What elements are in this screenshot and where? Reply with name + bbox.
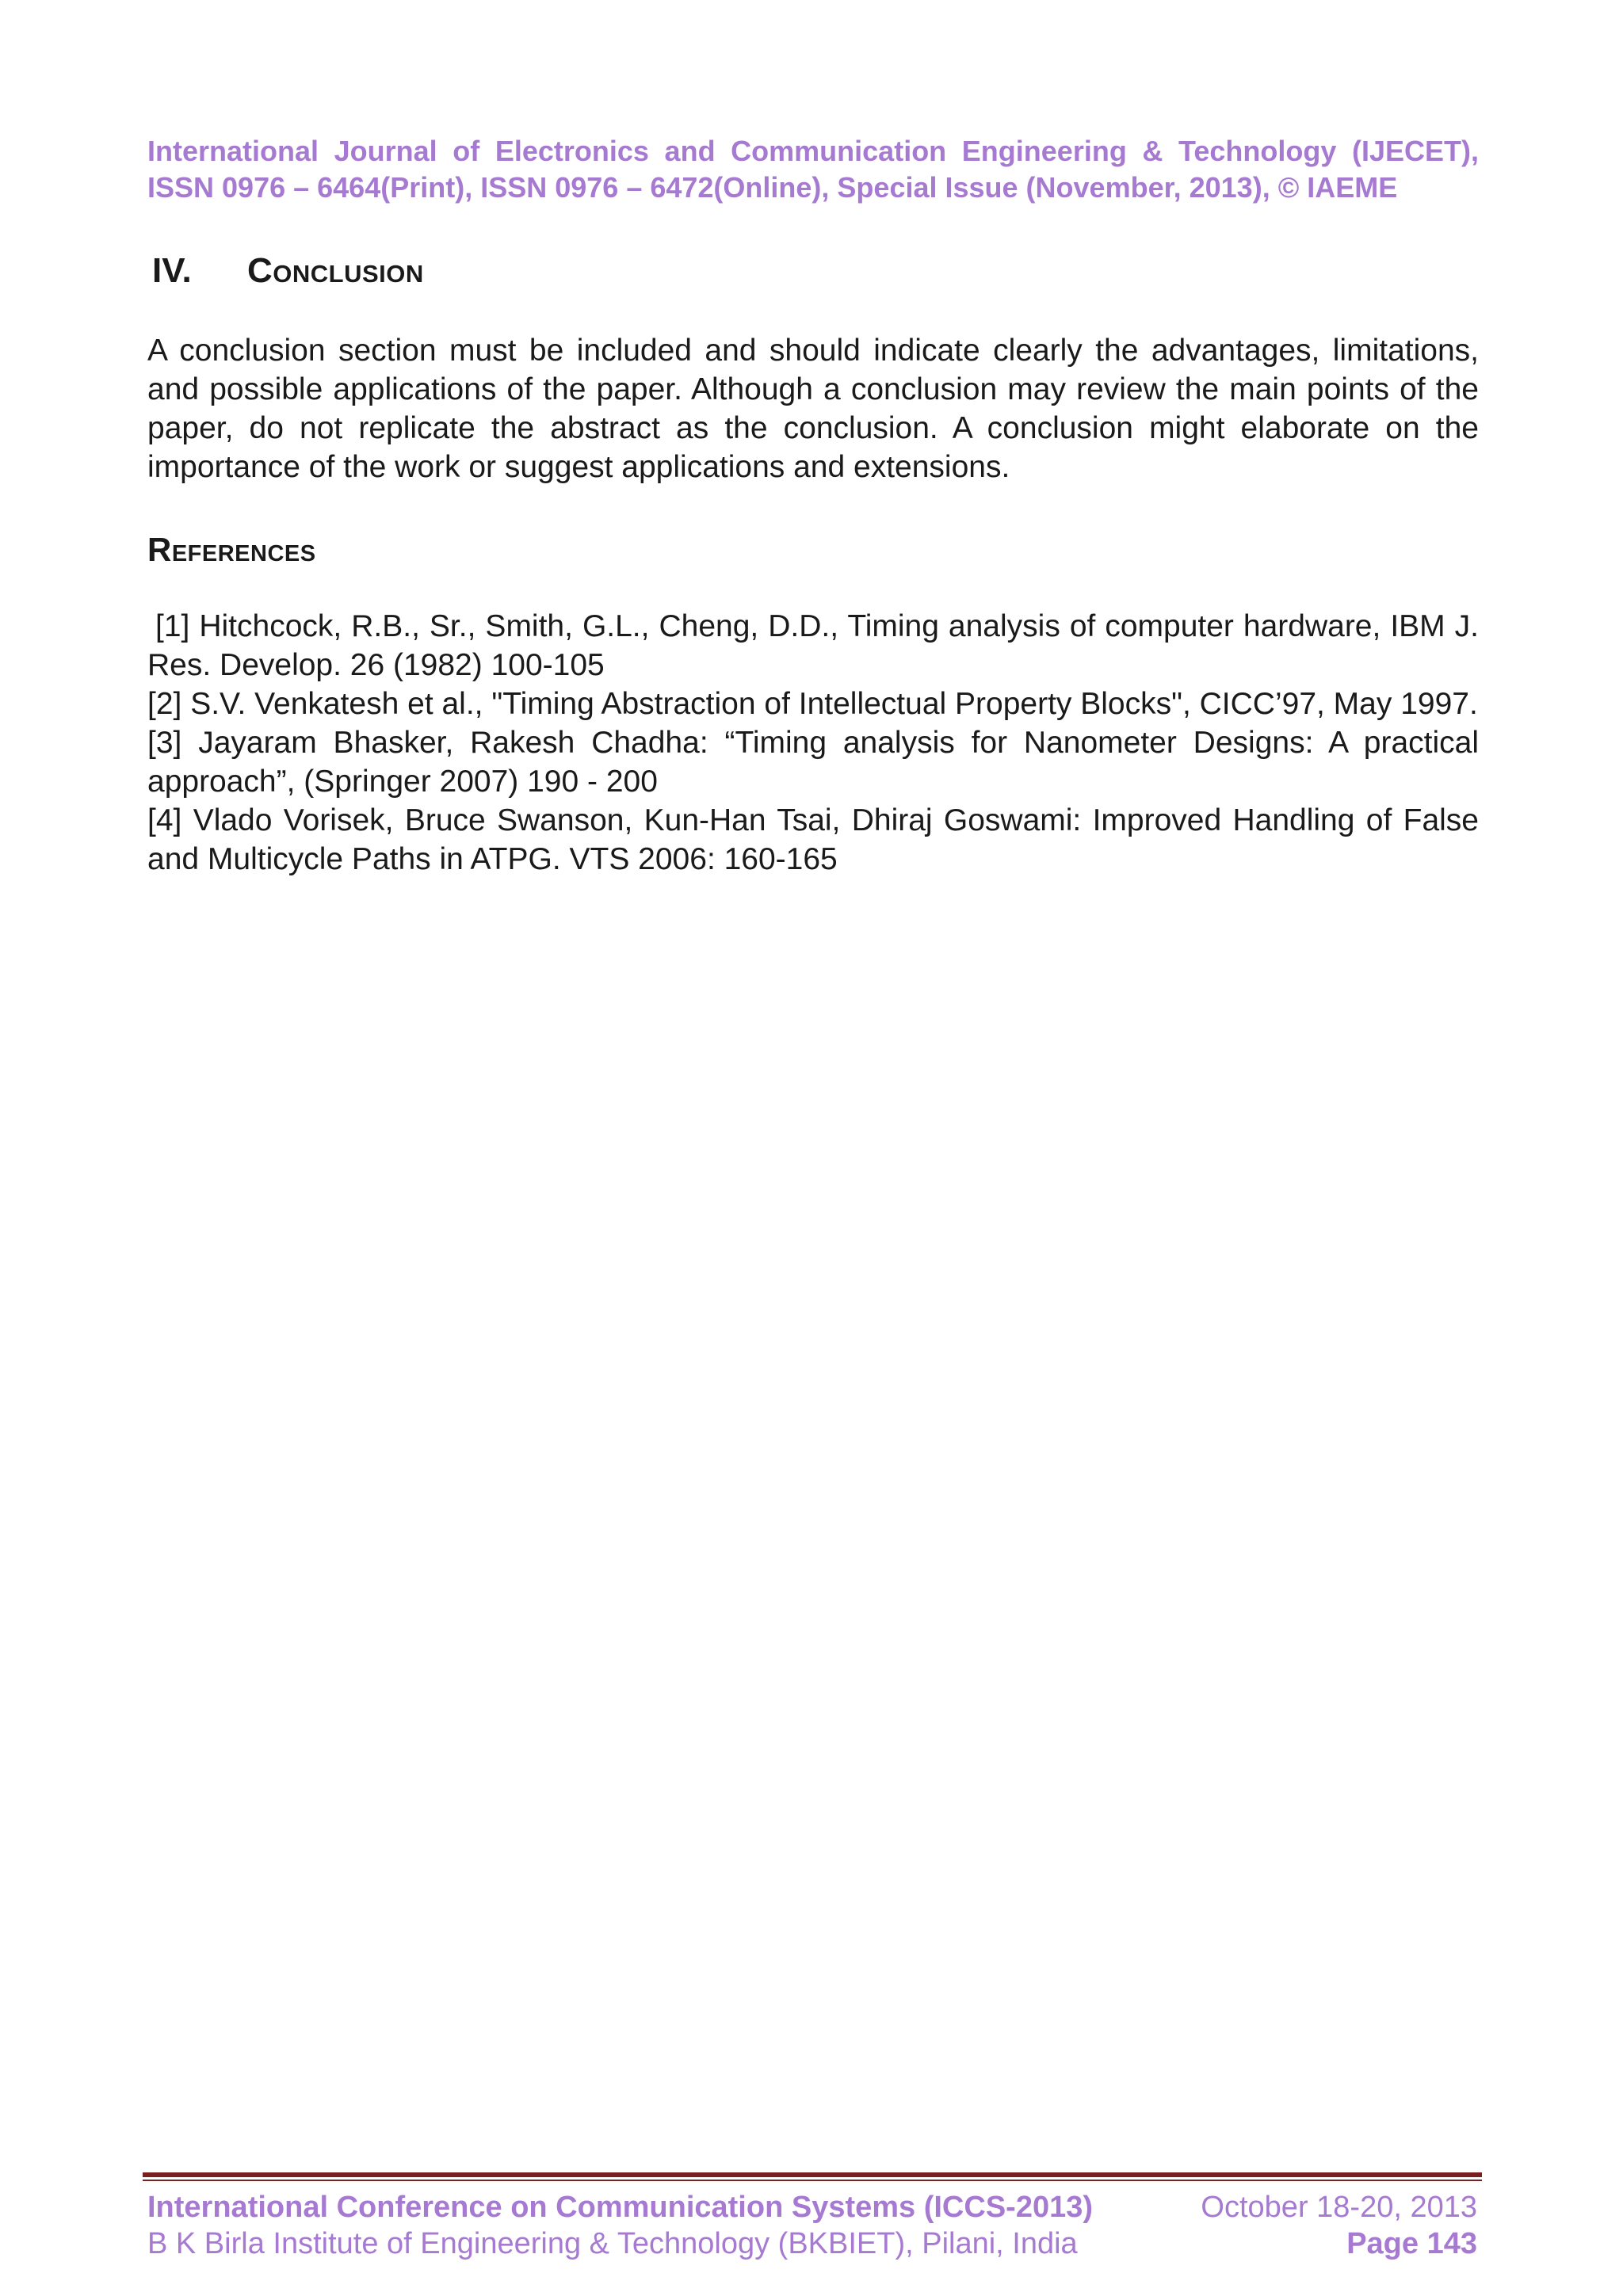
footer-institute: B K Birla Institute of Engineering & Technology (BKBIET), Pilani, India: [147, 2227, 1078, 2260]
footer-dates: October 18-20, 2013: [1201, 2191, 1477, 2224]
section-title: Conclusion: [247, 251, 424, 290]
page-footer: [143, 2172, 1482, 2262]
footer-page-number: Page 143: [1346, 2227, 1477, 2260]
section-heading-conclusion: [152, 249, 1479, 293]
page-content: [147, 133, 1479, 879]
footer-divider-thick: [143, 2172, 1482, 2177]
footer-row-1: [147, 2189, 1477, 2225]
footer-divider-thin: [143, 2180, 1482, 2181]
section-number: IV.: [152, 251, 192, 290]
references-heading: References: [147, 531, 316, 568]
reference-item-4: [4] Vlado Vorisek, Bruce Swanson, Kun-Han Tsai, Dhiraj Goswami: Improved Handling of False and Multicycle Paths in ATPG. VTS 2006: 160-165: [147, 803, 1479, 876]
footer-text: [143, 2189, 1482, 2262]
conclusion-paragraph: A conclusion section must be included and should indicate clearly the advantages, limitations, and possible applications of the paper. Although a conclusion may review the main points of the paper, do not replicate the abstract as the conclusion. A conclusion might elaborate on the importance of the work or suggest applications and extensions.: [147, 334, 1479, 484]
reference-item-1: [1] Hitchcock, R.B., Sr., Smith, G.L., Cheng, D.D., Timing analysis of computer hardware, IBM J. Res. Develop. 26 (1982) 100-105: [147, 609, 1479, 682]
journal-header-line2: ISSN 0976 – 6464(Print), ISSN 0976 – 6472(Online), Special Issue (November, 2013), © IAEME: [147, 171, 1398, 204]
footer-row-2: [147, 2225, 1477, 2262]
journal-header: [147, 133, 1479, 206]
footer-conference: International Conference on Communication Systems (ICCS-2013): [147, 2191, 1094, 2224]
reference-item-2: [2] S.V. Venkatesh et al., "Timing Abstraction of Intellectual Property Blocks", CICC’97, May 1997.: [147, 687, 1478, 721]
journal-header-line1: International Journal of Electronics and Communication Engineering & Technology (IJECET),: [147, 135, 1479, 167]
reference-list: [147, 607, 1479, 879]
reference-item-3: [3] Jayaram Bhasker, Rakesh Chadha: “Timing analysis for Nanometer Designs: A practical approach”, (Springer 2007) 190 - 200: [147, 726, 1479, 799]
